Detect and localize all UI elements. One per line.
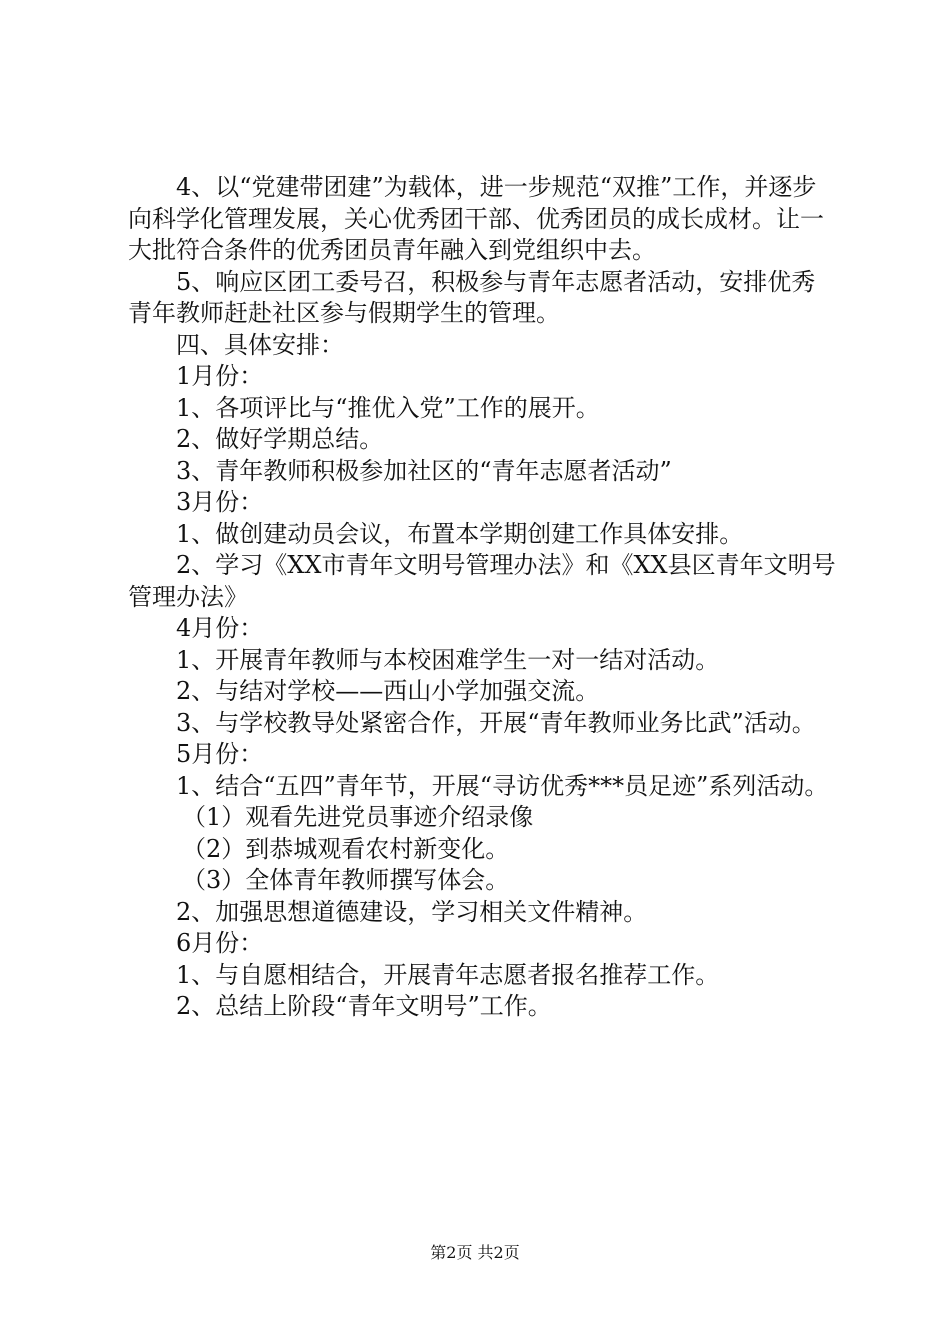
may-item-2: 2、加强思想道德建设，学习相关文件精神。 [176,897,648,926]
may-subitem-2: （2）到恭城观看农村新变化。 [182,834,510,863]
may-item-1: 1、结合“五四”青年节，开展“寻访优秀***员足迹”系列活动。 [176,771,829,800]
document-body [128,172,838,1023]
june-item-1: 1、与自愿相结合，开展青年志愿者报名推荐工作。 [176,960,720,989]
april-item-3: 3、与学校教导处紧密合作，开展“青年教师业务比武”活动。 [176,708,816,737]
section-heading-schedule: 四、具体安排： [176,330,344,359]
month-heading-january: 1月份： [176,362,264,390]
month-heading-may: 5月份： [176,740,264,768]
march-item-1: 1、做创建动员会议，布置本学期创建工作具体安排。 [176,519,744,548]
page-number-footer: 第2页 共2页 [430,1243,520,1262]
january-item-1: 1、各项评比与“推优入党”工作的展开。 [176,393,600,422]
january-item-2: 2、做好学期总结。 [176,425,384,453]
may-subitem-3: （3）全体青年教师撰写体会。 [182,866,510,894]
month-heading-march: 3月份： [176,488,264,516]
june-item-2: 2、总结上阶段“青年文明号”工作。 [176,992,552,1020]
month-heading-april: 4月份： [176,614,264,642]
month-heading-june: 6月份： [176,929,264,957]
may-subitem-1: （1）观看先进党员事迹介绍录像 [182,803,534,831]
paragraph-item-5: 5、响应区团工委号召，积极参与青年志愿者活动，安排优秀青年教师赶赴社区参与假期学生的管理。 [128,267,816,327]
paragraph-item-4: 4、以“党建带团建”为载体，进一步规范“双推”工作，并逐步向科学化管理发展，关心优秀团干部、优秀团员的成长成材。让一大批符合条件的优秀团员青年融入到党组织中去。 [128,173,824,264]
april-item-2: 2、与结对学校——西山小学加强交流。 [176,677,600,705]
january-item-3: 3、青年教师积极参加社区的“青年志愿者活动” [176,456,672,485]
march-item-2: 2、学习《XX市青年文明号管理办法》和《XX县区青年文明号管理办法》 [128,551,836,611]
april-item-1: 1、开展青年教师与本校困难学生一对一结对活动。 [176,645,720,674]
